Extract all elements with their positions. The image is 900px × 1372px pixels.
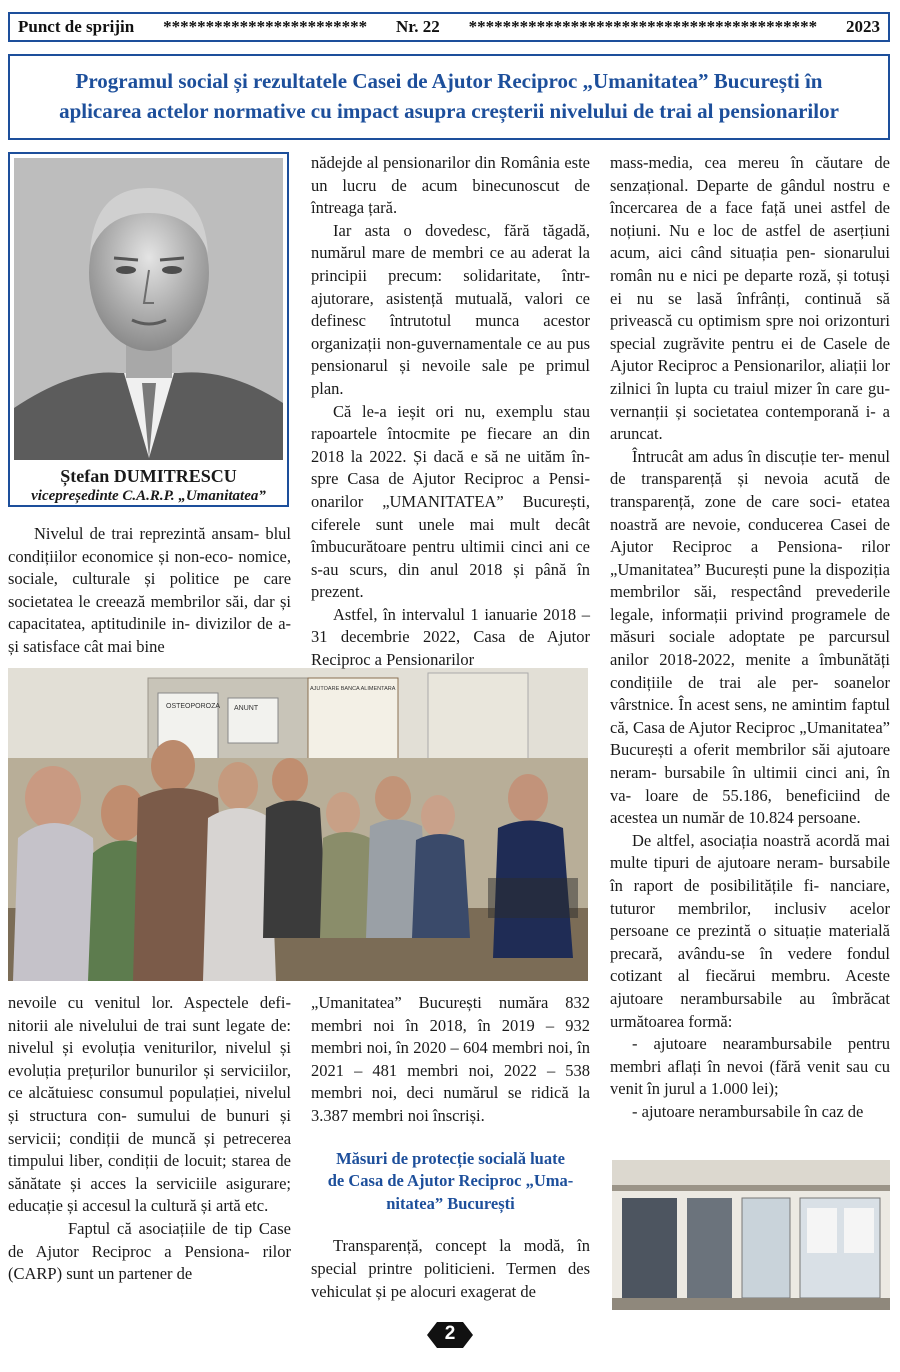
column-1-top: [8, 523, 291, 659]
header-section-name: Punct de sprijin: [18, 17, 135, 36]
column-2-bottom: [311, 992, 590, 1303]
header-stars-right: *****************************************: [468, 17, 818, 36]
sign-banca-alimentara: AJUTOARE BANCA ALIMENTARA: [310, 686, 396, 692]
page-number-badge: [425, 1320, 475, 1350]
column-2-top: [311, 152, 590, 672]
col3-para-2: Întrucât am adus în discuție ter- menul de transparență și nevoia acută de transparență, zone de care soci- etatea noastră are nevoie, conducerea Casei de Ajutor Reciproc a Pensiona- rilor „Umanitatea” București pune la dispoziția membrilor săi, respectând prevederile legale, informații privind programele de măsuri sociale adoptate pe parcursul anilor 2018-2022, menite a îmbunătăți condițiile de trai ale per- soanelor vârstnice. În acest sens, ne amintim faptul că, Casa de Ajutor Reciproc „Umanitatea” București a oferit membrilor săi ajutoare neram- bursabile în ultimii cinci ani, în va- loare de 55.186, beneficiind de acestea un număr de 10.824 persoane.: [610, 446, 891, 828]
col1-bottom-para-2: Faptul că asociațiile de tip Case de Ajutor Reciproc a Pensiona- rilor (CARP) sunt un partener de: [8, 1218, 291, 1284]
building-facade-photo: [612, 1160, 890, 1310]
col3-list-item-1: - ajutoare nearambursabile pentru membri aflați în nevoi (fără venit sau cu venit în jurul a 1.000 lei);: [610, 1034, 891, 1099]
header-stars-left: ************************: [163, 17, 368, 36]
column-3: [610, 152, 890, 1124]
col1-bottom-para-1: nevoile cu venitul lor. Aspectele defi- nitorii ale nivelului de trai sunt legate de: nivelul și evoluția veniturilor, nivelul și evoluția prețurilor bunurilor și serviciilor, ce alcătuiesc consumul populației, nivelul și structura con- sumului de bunuri și servicii; condiții de muncă și petrecerea timpului liber, condiții de locuit; starea de sănătate și acces la serviciile asigurare; educație și accesul la cultură și artă etc.: [8, 993, 292, 1216]
col2-para-1: nădejde al pensionarilor din România este un lucru de acum binecunoscut de întreaga țară.: [311, 153, 590, 218]
col2-para-2: Iar asta o dovedesc, fără tăgadă, numărul mare de membri ce au aderat la principii precum: solidaritate, într- ajutorare, asistență mutuală, valori ce definesc întrutotul munca acestor organizații non-guvernamentale ce au pus pensionarul și nevoile sale pe primul plan.: [311, 220, 591, 398]
article-title-line-2: aplicarea actelor normative cu impact asupra creșterii nivelului de trai al pensionarilor: [59, 99, 839, 123]
building-facade-illustration: [612, 1160, 890, 1310]
portrait-caption-role: vicepreședinte C.A.R.P. „Umanitatea”: [31, 488, 266, 504]
col2-transparency-para: Transparență, concept la modă, în special printre politicieni. Termen des vehiculat și pe alocuri exagerat de: [311, 1236, 590, 1301]
office-queue-illustration: [8, 668, 588, 981]
col3-list-item-2: - ajutoare nerambursabile în caz de: [632, 1101, 864, 1121]
section-subheading: Măsuri de protecție socială luate de Casa de Ajutor Reciproc „Uma- nitatea” București: [327, 1148, 574, 1213]
portrait-illustration: [14, 158, 283, 460]
portrait-photo: [14, 158, 283, 460]
article-title-line-1: Programul social și rezultatele Casei de Ajutor Reciproc „Umanitatea” București în: [75, 69, 823, 93]
header-issue-number: Nr. 22: [395, 17, 440, 36]
col3-para-3: De altfel, asociația noastră acordă mai multe tipuri de ajutoare neram- bursabile în raport de posibilitățile fi- nanciare, tuturor membrilor, inclusiv acelor persoane ce prezintă o situație materială precară, avându-se în vedere fondul cotizant al fiecărui membru. Aceste ajutoare nerambursabile au îmbrăcat următoarea formă:: [610, 830, 891, 1031]
portrait-caption-name: Ștefan DUMITRESCU: [60, 466, 237, 486]
col2-para-4: Astfel, în intervalul 1 ianuarie 2018 – 31 decembrie 2022, Casa de Ajutor Reciproc a Pensionarilor: [311, 604, 591, 670]
page-number: 2: [444, 1323, 456, 1344]
column-1-bottom: [8, 992, 291, 1286]
sign-anunt: ANUNT: [234, 705, 259, 712]
portrait-frame: [8, 152, 289, 507]
col2-bottom-para: „Umanitatea” București număra 832 membri noi în 2018, în 2019 – 932 membri noi, în 2020 – 604 membri noi, în 2021 – 481 membri noi, 2022 – 538 membri noi, deci numărul se ridică la 3.387 membri noi înscriși.: [311, 993, 591, 1125]
header-year: 2023: [845, 17, 880, 36]
sign-osteoporoza: OSTEOPOROZA: [166, 703, 221, 710]
col2-para-3: Că le-a ieșit ori nu, exemplu stau rapoartele întocmite pe fiecare an din 2018 la 2022. Și dacă e să ne uităm în- spre Casa de Ajutor Reciproc a Pensi- onarilor „UMANITATEA” București, ciferele sunt unele mai mult decât îmbucurătoare pentru ultimii cinci ani ce s-au scurs, din anul 2018 și până în prezent.: [311, 401, 591, 602]
page-header: [8, 12, 890, 42]
col1-top-para: Nivelul de trai reprezintă ansam- blul condițiilor economice și non-eco- nomice, sociale, culturale și politice pe care societatea le creează membrilor săi, dar și capacitatea, aptitudinile in- divizilor de a-și satisface cât mai bine: [8, 524, 292, 656]
article-title-box: [8, 54, 890, 140]
office-queue-photo: [8, 668, 588, 981]
col3-para-1: mass-media, cea mereu în căutare de senzațional. Departe de gândul nostru e încercarea de a face față unei astfel de noțiuni. Nu e loc de astfel de aserțiuni acum, aici când situația pen- sionarului român nu e nici pe departe roză, și totuși ei nu se lasă înfrânți, continuă să privească cu optimism spre noi orizonturi special zugrăvite pentru ei de Casele de Ajutor Reciproc a Pensionarilor, aliații lor zilnici în lupta cu traiul mizer în care gu- vernanții și societatea contemporană i- a aruncat.: [610, 153, 891, 444]
